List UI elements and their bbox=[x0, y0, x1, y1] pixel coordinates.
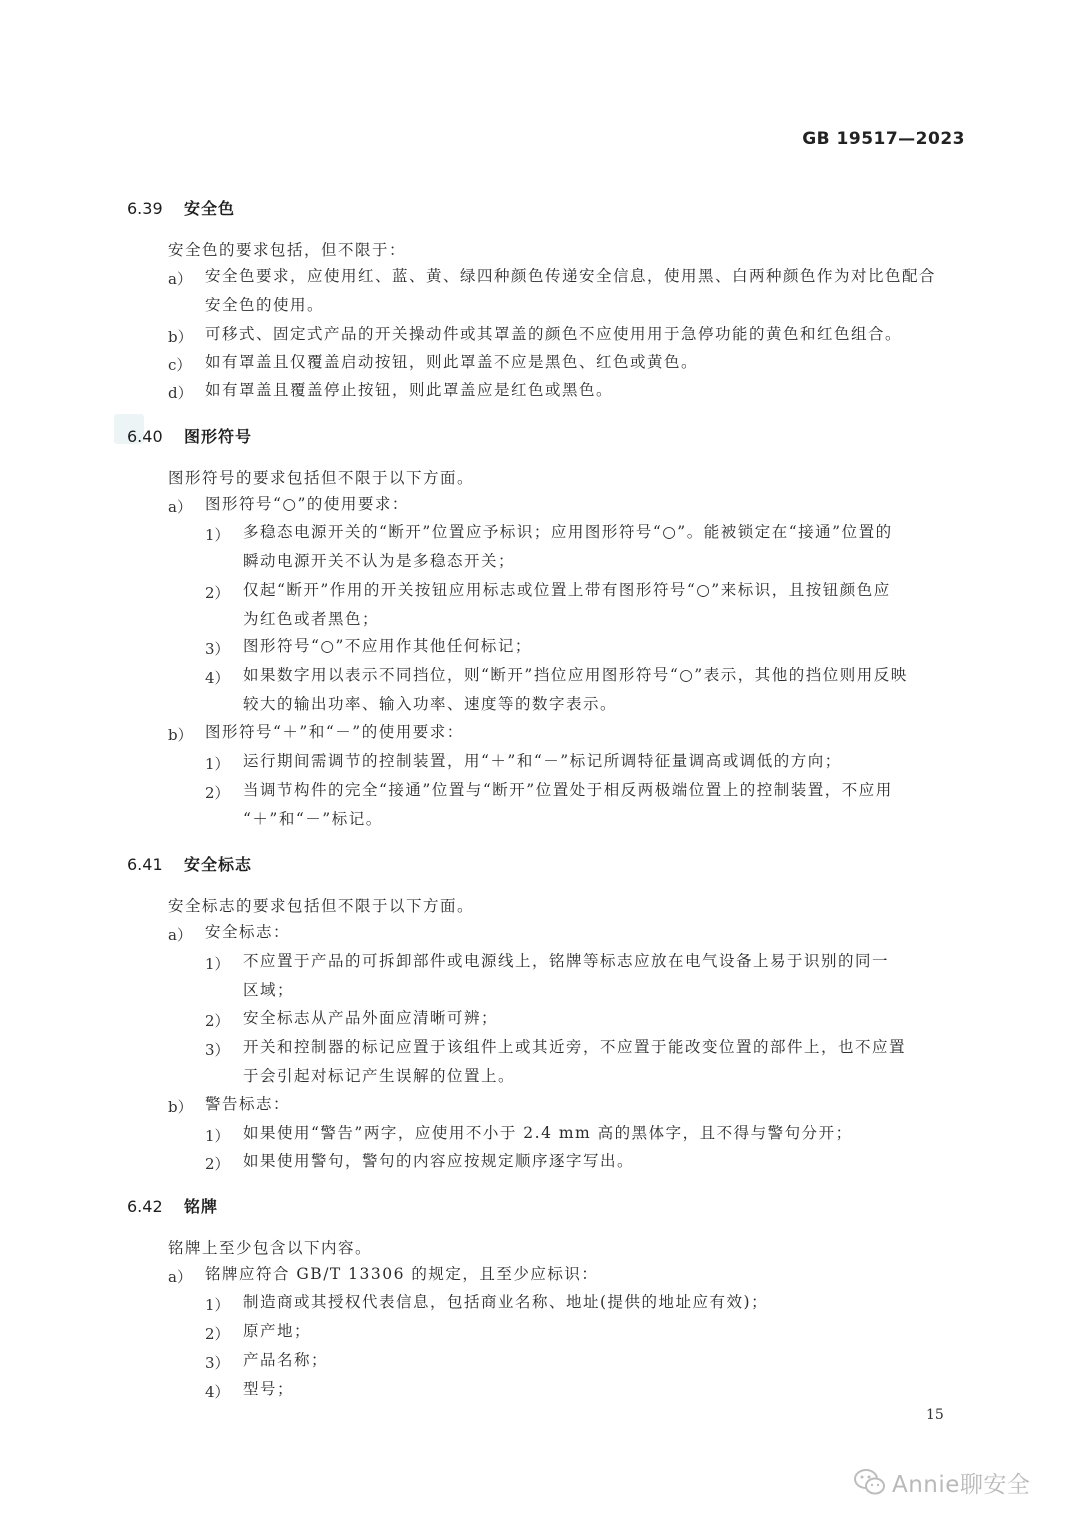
list-item bbox=[205, 348, 698, 377]
list-item-line: 可移式、固定式产品的开关操动件或其罩盖的颜色不应使用用于急停功能的黄色和红色组合。 bbox=[205, 325, 903, 343]
list-item bbox=[243, 1119, 853, 1148]
list-item-line: “＋”和“－”标记。 bbox=[243, 810, 383, 828]
list-item bbox=[243, 576, 891, 634]
list-item bbox=[243, 518, 893, 576]
list-item-line: 如有罩盖且覆盖停止按钮，则此罩盖应是红色或黑色。 bbox=[205, 381, 614, 399]
list-item-line: 如有罩盖且仅覆盖启动按钮，则此罩盖不应是黑色、红色或黄色。 bbox=[205, 353, 699, 371]
list-item-line: 瞬动电源开关不认为是多稳态开关； bbox=[243, 552, 516, 570]
list-marker: 2） bbox=[205, 784, 230, 802]
section-title: 安全色 bbox=[184, 199, 236, 218]
section-title: 铭牌 bbox=[184, 1197, 219, 1216]
list-item-line: 为红色或者黑色； bbox=[243, 610, 380, 628]
standard-number: GB 19517—2023 bbox=[802, 129, 965, 149]
list-marker: 1） bbox=[205, 526, 230, 544]
watermark-text: Annie聊安全 bbox=[892, 1472, 1031, 1498]
list-item-line: 如果使用“警告”两字，应使用不小于 2.4 mm 高的黑体字，且不得与警句分开； bbox=[243, 1124, 853, 1142]
section-title: 安全标志 bbox=[184, 855, 253, 874]
list-item-line: 不应置于产品的可拆卸部件或电源线上，铭牌等标志应放在电气设备上易于识别的同一 bbox=[243, 952, 890, 970]
list-marker: 2） bbox=[205, 1325, 230, 1343]
list-marker: a） bbox=[168, 926, 192, 944]
list-item bbox=[243, 632, 532, 661]
list-item-line: 图形符号“○”的使用要求： bbox=[205, 495, 409, 513]
list-item-line: 当调节构件的完全“接通”位置与“断开”位置处于相反两极端位置上的控制装置，不应用 bbox=[243, 781, 893, 799]
list-item-line: 仅起“断开”作用的开关按钮应用标志或位置上带有图形符号“○”来标识，且按钮颜色应 bbox=[243, 581, 891, 599]
section-number: 6.42 bbox=[127, 1197, 163, 1216]
list-marker: c） bbox=[168, 356, 192, 374]
list-item-line: 开关和控制器的标记应置于该组件上或其近旁，不应置于能改变位置的部件上，也不应置 bbox=[243, 1038, 907, 1056]
list-item-line: 警告标志： bbox=[205, 1095, 291, 1113]
section-heading-6-39 bbox=[127, 196, 235, 219]
list-marker: 2） bbox=[205, 1012, 230, 1030]
list-marker: b） bbox=[168, 726, 193, 744]
section-number: 6.39 bbox=[127, 199, 163, 218]
list-marker: 4） bbox=[205, 669, 230, 687]
list-item-line: 原产地； bbox=[243, 1322, 312, 1340]
list-item bbox=[243, 1317, 311, 1346]
list-item-line: 较大的输出功率、输入功率、速度等的数字表示。 bbox=[243, 695, 618, 713]
list-item bbox=[205, 262, 936, 320]
list-item-line: 于会引起对标记产生误解的位置上。 bbox=[243, 1067, 516, 1085]
list-item-line: 如果使用警句，警句的内容应按规定顺序逐字写出。 bbox=[243, 1152, 635, 1170]
list-marker: 1） bbox=[205, 955, 230, 973]
list-marker: a） bbox=[168, 270, 192, 288]
section-intro: 安全色的要求包括，但不限于： bbox=[168, 241, 407, 259]
list-item-line: 安全色的使用。 bbox=[205, 296, 325, 314]
list-item bbox=[243, 1033, 906, 1091]
section-heading-6-41 bbox=[127, 852, 252, 875]
list-marker: 2） bbox=[205, 584, 230, 602]
list-marker: 1） bbox=[205, 755, 230, 773]
list-marker: 4） bbox=[205, 1383, 230, 1401]
list-item-line: 铭牌应符合 GB/T 13306 的规定，且至少应标识： bbox=[205, 1265, 599, 1283]
list-item bbox=[243, 661, 908, 719]
list-item bbox=[205, 718, 464, 747]
list-item bbox=[205, 320, 902, 349]
list-item-line: 多稳态电源开关的“断开”位置应予标识；应用图形符号“○”。能被锁定在“接通”位置的 bbox=[243, 523, 893, 541]
list-marker: b） bbox=[168, 1098, 193, 1116]
section-intro: 图形符号的要求包括但不限于以下方面。 bbox=[168, 469, 475, 487]
list-item bbox=[205, 376, 613, 405]
list-marker: 3） bbox=[205, 1354, 230, 1372]
section-number: 6.40 bbox=[127, 427, 163, 446]
section-heading-6-42 bbox=[127, 1194, 218, 1217]
list-item-line: 型号； bbox=[243, 1380, 295, 1398]
list-marker: 3） bbox=[205, 640, 230, 658]
list-item bbox=[243, 1346, 328, 1375]
list-item bbox=[205, 490, 409, 519]
list-item bbox=[243, 1004, 498, 1033]
list-item-line: 产品名称； bbox=[243, 1351, 329, 1369]
list-item bbox=[205, 1260, 598, 1289]
list-item-line: 区域； bbox=[243, 981, 295, 999]
list-marker: 1） bbox=[205, 1127, 230, 1145]
list-item bbox=[205, 918, 290, 947]
list-marker: 3） bbox=[205, 1041, 230, 1059]
list-item-line: 图形符号“○”不应用作其他任何标记； bbox=[243, 637, 532, 655]
list-item-line: 运行期间需调节的控制装置，用“＋”和“－”标记所调特征量调高或调低的方向； bbox=[243, 752, 842, 770]
list-marker: d） bbox=[168, 384, 193, 402]
list-marker: 1） bbox=[205, 1296, 230, 1314]
wechat-icon bbox=[853, 1467, 887, 1497]
page-number: 15 bbox=[926, 1407, 944, 1423]
list-marker: a） bbox=[168, 1268, 192, 1286]
list-item-line: 如果数字用以表示不同挡位，则“断开”挡位应用图形符号“○”表示，其他的挡位则用反映 bbox=[243, 666, 908, 684]
section-title: 图形符号 bbox=[184, 427, 253, 446]
list-item bbox=[243, 1288, 768, 1317]
list-item-line: 安全色要求，应使用红、蓝、黄、绿四种颜色传递安全信息，使用黑、白两种颜色作为对比色配合 bbox=[205, 267, 937, 285]
section-number: 6.41 bbox=[127, 855, 163, 874]
list-item-line: 安全标志从产品外面应清晰可辨； bbox=[243, 1009, 499, 1027]
section-intro: 铭牌上至少包含以下内容。 bbox=[168, 1239, 373, 1257]
list-item-line: 图形符号“＋”和“－”的使用要求： bbox=[205, 723, 464, 741]
list-item-line: 安全标志： bbox=[205, 923, 291, 941]
list-item bbox=[243, 1147, 634, 1176]
list-marker: a） bbox=[168, 498, 192, 516]
list-item bbox=[243, 1375, 294, 1404]
list-item bbox=[243, 747, 842, 776]
list-marker: 2） bbox=[205, 1155, 230, 1173]
list-item bbox=[205, 1090, 290, 1119]
list-item bbox=[243, 947, 889, 1005]
section-heading-6-40 bbox=[127, 424, 252, 447]
section-intro: 安全标志的要求包括但不限于以下方面。 bbox=[168, 897, 475, 915]
list-item-line: 制造商或其授权代表信息，包括商业名称、地址(提供的地址应有效)； bbox=[243, 1293, 769, 1311]
list-item bbox=[243, 776, 893, 834]
list-marker: b） bbox=[168, 328, 193, 346]
